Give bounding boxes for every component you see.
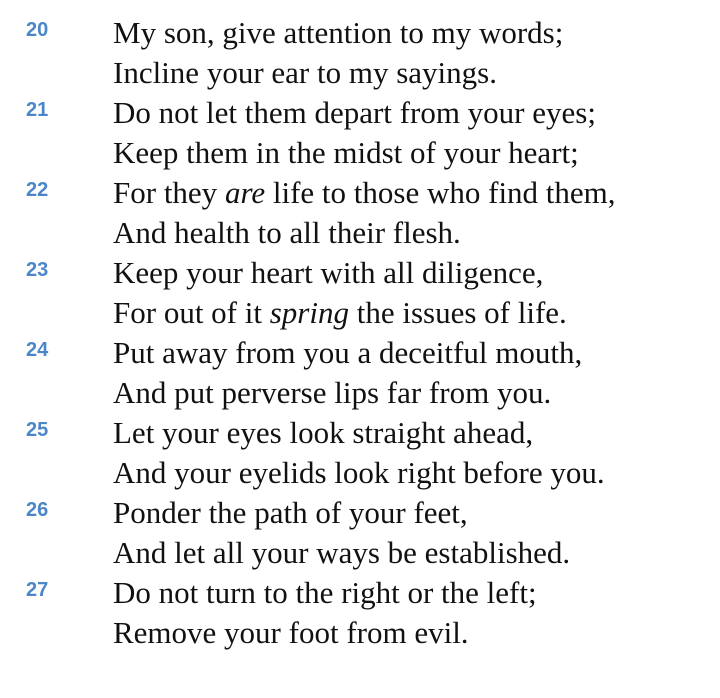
text-segment: And your eyelids look right before you.: [113, 455, 605, 490]
verse-number[interactable]: 22: [26, 179, 49, 201]
verse-number[interactable]: 21: [26, 99, 49, 121]
text-segment: And health to all their flesh.: [113, 215, 461, 250]
verse-line: [113, 133, 579, 173]
text-segment: Remove your foot from evil.: [113, 615, 469, 650]
verse-25: [0, 413, 720, 493]
text-segment: Put away from you a deceitful mouth,: [113, 335, 583, 370]
verse-line: [113, 333, 582, 373]
verse-27: [0, 573, 720, 653]
text-segment: Do not turn to the right or the left;: [113, 575, 537, 610]
text-segment: And put perverse lips far from you.: [113, 375, 552, 410]
verse-line: [113, 533, 570, 573]
text-segment: And let all your ways be established.: [113, 535, 571, 570]
verse-22: [0, 173, 720, 253]
verse-line: [113, 173, 616, 213]
text-segment: life to those who find them,: [265, 175, 616, 210]
verse-line: [113, 493, 468, 533]
text-segment: My son, give attention to my words;: [113, 15, 564, 50]
verse-number[interactable]: 26: [26, 499, 49, 521]
verse-line: [113, 213, 461, 253]
text-segment: Do not let them depart from your eyes;: [113, 95, 596, 130]
verse-line: [113, 53, 497, 93]
verse-line: [113, 293, 567, 333]
verse-23: [0, 253, 720, 333]
verse-line: [113, 13, 563, 53]
verse-number[interactable]: 20: [26, 19, 49, 41]
text-segment: Keep them in the midst of your heart;: [113, 135, 579, 170]
verse-number[interactable]: 24: [26, 339, 49, 361]
verse-line: [113, 613, 469, 653]
italic-text-segment: spring: [269, 295, 349, 330]
text-segment: Ponder the path of your feet,: [113, 495, 468, 530]
italic-text-segment: are: [224, 175, 266, 210]
scripture-passage: [0, 13, 720, 653]
text-segment: Incline your ear to my sayings.: [113, 55, 497, 90]
verse-number[interactable]: 23: [26, 259, 49, 281]
verse-line: [113, 373, 551, 413]
verse-21: [0, 93, 720, 173]
text-segment: For out of it: [113, 295, 270, 330]
verse-20: [0, 13, 720, 93]
verse-line: [113, 413, 533, 453]
text-segment: For they: [113, 175, 225, 210]
verse-number[interactable]: 25: [26, 419, 49, 441]
text-segment: Keep your heart with all diligence,: [113, 255, 544, 290]
verse-line: [113, 573, 537, 613]
verse-line: [113, 93, 596, 133]
verse-line: [113, 453, 605, 493]
verse-line: [113, 253, 543, 293]
text-segment: Let your eyes look straight ahead,: [113, 415, 534, 450]
text-segment: the issues of life.: [348, 295, 567, 330]
verse-26: [0, 493, 720, 573]
verse-number[interactable]: 27: [26, 579, 49, 601]
verse-24: [0, 333, 720, 413]
